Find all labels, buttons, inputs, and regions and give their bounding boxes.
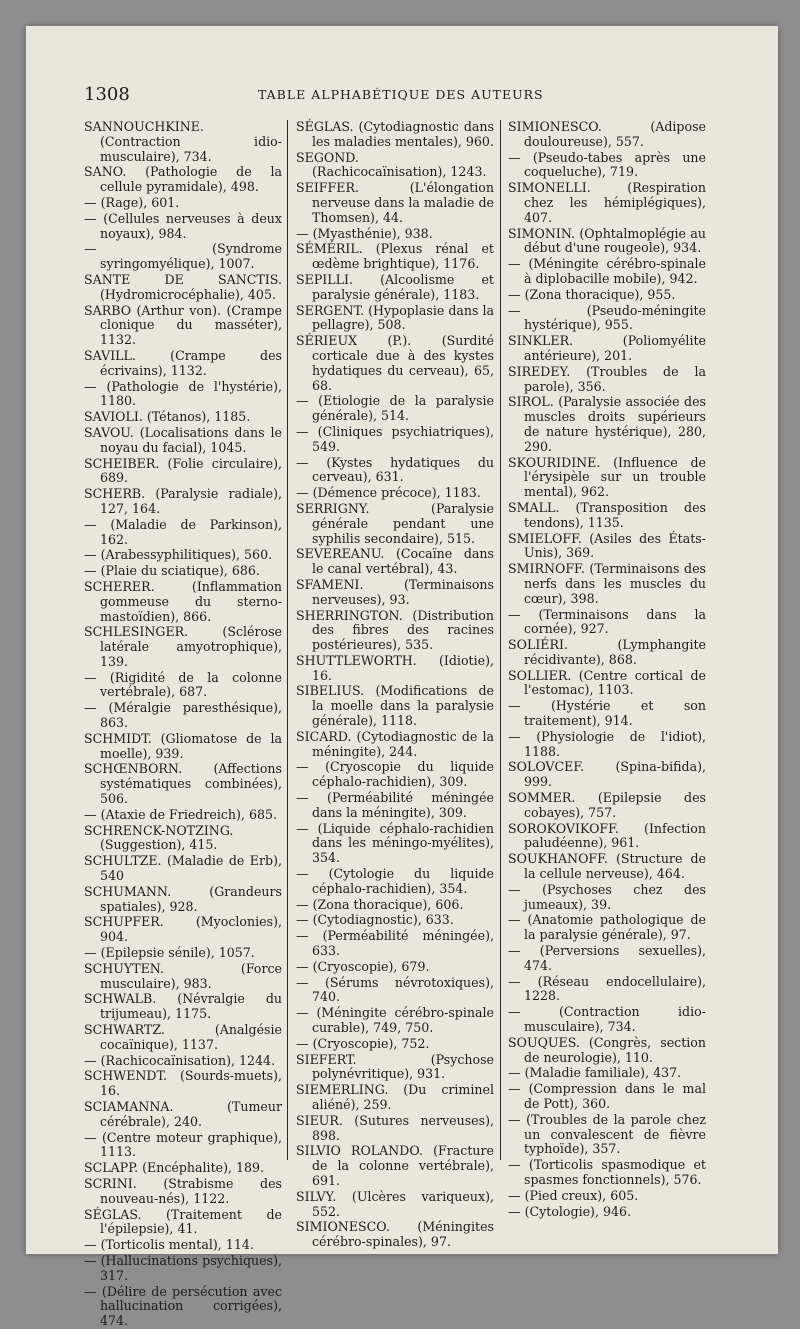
index-entry: SKOURIDINE. (Influence de l'érysipèle sur un trouble mental), 962.	[508, 454, 706, 500]
index-entry: — (Réseau endocellulaire), 1228.	[508, 973, 706, 1004]
index-entry: — (Centre moteur graphique), 1113.	[84, 1129, 282, 1160]
index-entry: — (Méningite cérébro-spinale curable), 749, 750.	[296, 1005, 494, 1036]
index-entry: — (Cellules nerveuses à deux noyaux), 984.	[84, 210, 282, 241]
index-entry: — (Sérums névrotoxiques), 740.	[296, 974, 494, 1005]
index-entry: SIREDEY. (Troubles de la parole), 356.	[508, 363, 706, 394]
index-entry: — (Zona thoracique), 955.	[508, 286, 676, 302]
index-entry: SÉGLAS. (Cytodiagnostic dans les maladies mentales), 960.	[296, 119, 494, 149]
index-entry: SEPILLI. (Alcoolisme et paralysie générale), 1183.	[296, 271, 494, 302]
index-entry: SMIRNOFF. (Terminaisons des nerfs dans les muscles du cœur), 398.	[508, 561, 706, 606]
index-entry: SICARD. (Cytodiagnostic de la méningite), 244.	[296, 728, 494, 759]
index-entry: SCHWARTZ. (Analgésie cocaïnique), 1137.	[84, 1022, 282, 1052]
page-number: 1308	[84, 84, 130, 105]
index-entry: — (Psychoses chez des jumeaux), 39.	[508, 881, 706, 912]
index-entry: SOLIÉRI. (Lymphangite récidivante), 868.	[508, 637, 706, 667]
index-entry: SEVEREANU. (Cocaïne dans le canal vertébral), 43.	[296, 546, 494, 577]
index-entry: SCLAPP. (Encéphalite), 189.	[84, 1160, 265, 1176]
index-column-3	[508, 119, 706, 1219]
index-entry: SHERRINGTON. (Distribution des fibres des racines postérieures), 535.	[296, 607, 494, 653]
index-entry: — (Perméabilité méningée), 633.	[296, 928, 494, 959]
index-entry: — (Hallucinations psychiques), 317.	[84, 1252, 282, 1283]
index-entry: SILVIO ROLANDO. (Fracture de la colonne vertébrale), 691.	[296, 1143, 494, 1188]
index-entry: — (Maladie de Parkinson), 162.	[84, 516, 282, 547]
index-entry: SÉRIEUX (P.). (Surdité corticale due à des kystes hydatiques du cerveau), 65, 68.	[296, 333, 494, 393]
index-entry: — (Démence précoce), 1183.	[296, 485, 481, 501]
index-entry: SERRIGNY. (Paralysie générale pendant une syphilis secondaire), 515.	[296, 500, 494, 546]
index-entry: SÉMÉRIL. (Plexus rénal et œdème brightique), 1176.	[296, 241, 494, 272]
index-entry: SCHEIBER. (Folie circulaire), 689.	[84, 455, 282, 486]
index-entry: — (Perversions sexuelles), 474.	[508, 943, 706, 973]
index-entry: SCHMIDT. (Gliomatose de la moelle), 939.	[84, 730, 282, 761]
index-entry: SCHULTZE. (Maladie de Erb), 540	[84, 853, 282, 884]
page-header	[84, 84, 574, 114]
index-entry: SMIELOFF. (Asiles des États-Unis), 369.	[508, 530, 706, 561]
index-entry: SHUTTLEWORTH. (Idiotie), 16.	[296, 652, 494, 683]
index-entry: SAVOU. (Localisations dans le noyau du facial), 1045.	[84, 424, 282, 455]
index-entry: SANTE DE SANCTIS. (Hydromicrocéphalie), 405.	[84, 271, 282, 302]
index-entry: — (Ataxie de Friedreich), 685.	[84, 806, 277, 822]
index-entry: — (Plaie du sciatique), 686.	[84, 563, 260, 579]
index-column-2	[296, 119, 495, 1250]
index-entry: — (Cryoscopie du liquide céphalo-rachidien), 309.	[296, 759, 494, 790]
index-entry: — (Kystes hydatiques du cerveau), 631.	[296, 454, 494, 485]
index-entry: — (Cytodiagnostic), 633.	[296, 912, 454, 928]
index-entry: SANNOUCHKINE. (Contraction idio-musculaire), 734.	[84, 119, 282, 164]
index-entry: SIEFERT. (Psychose polynévritique), 931.	[296, 1051, 494, 1082]
index-entry: SCIAMANNA. (Tumeur cérébrale), 240.	[84, 1099, 282, 1129]
index-entry: SCHLESINGER. (Sclérose latérale amyotrophique), 139.	[84, 624, 282, 669]
index-entry: — (Contraction idio-musculaire), 734.	[508, 1004, 706, 1035]
index-entry: — (Troubles de la parole chez un convalescent de fièvre typhoïde), 357.	[508, 1111, 706, 1157]
index-entry: — (Cytologie du liquide céphalo-rachidien), 354.	[296, 866, 494, 896]
index-entry: — (Pied creux), 605.	[508, 1187, 639, 1203]
index-entry: SIMIONESCO. (Adipose douloureuse), 557.	[508, 119, 706, 149]
index-entry: SIBELIUS. (Modifications de la moelle dans la paralysie générale), 1118.	[296, 683, 494, 729]
index-entry: SIMONELLI. (Respiration chez les hémiplégiques), 407.	[508, 180, 706, 225]
index-entry: SCHRENCK-NOTZING. (Suggestion), 415.	[84, 822, 234, 853]
index-entry: — (Rachicocaïnisation), 1244.	[84, 1052, 276, 1068]
index-entry: SAVIOLI. (Tétanos), 1185.	[84, 409, 251, 425]
column-divider	[287, 120, 288, 1160]
index-entry: — (Etiologie de la paralysie générale), 514.	[296, 393, 494, 424]
index-entry: SIMONIN. (Ophtalmoplégie au début d'une rougeole), 934.	[508, 225, 706, 256]
index-entry: SMALL. (Transposition des tendons), 1135.	[508, 499, 706, 530]
index-entry: SIROL. (Paralysie associée des muscles droits supérieurs de nature hystérique), 280, 290.	[508, 394, 706, 454]
index-entry: — (Compression dans le mal de Pott), 360.	[508, 1081, 706, 1111]
index-entry: — (Cliniques psychiatriques), 549.	[296, 423, 494, 454]
running-title: TABLE ALPHABÉTIQUE DES AUTEURS	[258, 87, 544, 102]
index-entry: — (Maladie familiale), 437.	[508, 1065, 682, 1081]
index-entry: SOUQUES. (Congrès, section de neurologie), 110.	[508, 1034, 706, 1065]
index-entry: SCHUPFER. (Myoclonies), 904.	[84, 914, 282, 945]
index-entry: — (Torticolis mental), 114.	[84, 1237, 254, 1253]
index-entry: — (Délire de persécution avec hallucination corrigées), 474.	[84, 1283, 282, 1329]
index-entry: — (Epilepsie sénile), 1057.	[84, 945, 255, 961]
index-entry: SCHŒNBORN. (Affections systématiques combinées), 506.	[84, 761, 282, 807]
column-divider	[500, 120, 501, 1160]
index-entry: SEIFFER. (L'élongation nerveuse dans la maladie de Thomsen), 44.	[296, 180, 494, 225]
index-entry: — (Hystérie et son traitement), 914.	[508, 698, 706, 729]
index-entry: SCHERER. (Inflammation gommeuse du sterno-mastoïdien), 866.	[84, 578, 282, 624]
index-entry: SARBO (Arthur von). (Crampe clonique du masséter), 1132.	[84, 302, 282, 348]
index-entry: — (Cytologie), 946.	[508, 1203, 632, 1219]
index-entry: — (Pathologie de l'hystérie), 1180.	[84, 378, 282, 409]
index-entry: — (Arabessyphilitiques), 560.	[84, 547, 273, 563]
index-entry: SIMIONESCO. (Méningites cérébro-spinales), 97.	[296, 1219, 494, 1250]
index-entry: SCRINI. (Strabisme des nouveau-nés), 1122.	[84, 1175, 282, 1206]
index-entry: — (Pseudo-méningite hystérique), 955.	[508, 302, 706, 333]
index-entry: SANO. (Pathologie de la cellule pyramidale), 498.	[84, 164, 282, 195]
index-entry: SINKLER. (Poliomyélite antérieure), 201.	[508, 333, 706, 363]
index-column-1	[84, 119, 282, 1329]
index-entry: SOLOVCEF. (Spina-bifida), 999.	[508, 759, 706, 790]
index-entry: — (Liquide céphalo-rachidien dans les méningo-myélites), 354.	[296, 820, 494, 866]
index-entry: SILVY. (Ulcères variqueux), 552.	[296, 1188, 494, 1219]
index-entry: SCHWALB. (Névralgie du trijumeau), 1175.	[84, 991, 282, 1022]
index-entry: SIEMERLING. (Du criminel aliéné), 259.	[296, 1082, 494, 1112]
index-entry: SOMMER. (Epilepsie des cobayes), 757.	[508, 790, 706, 820]
index-entry: SFAMENI. (Terminaisons nerveuses), 93.	[296, 576, 494, 607]
index-entry: SOROKOVIKOFF. (Infection paludéenne), 961.	[508, 820, 706, 851]
index-entry: SOUKHANOFF. (Structure de la cellule nerveuse), 464.	[508, 851, 706, 882]
index-entry: — (Pseudo-tabes après une coqueluche), 719.	[508, 149, 706, 180]
index-entry: SAVILL. (Crampe des écrivains), 1132.	[84, 347, 282, 378]
index-entry: — (Physiologie de l'idiot), 1188.	[508, 728, 706, 759]
index-entry: SERGENT. (Hypoplasie dans la pellagre), 508.	[296, 302, 495, 333]
index-entry: — (Méralgie paresthésique), 863.	[84, 700, 282, 731]
index-entry: — (Rage), 601.	[84, 194, 180, 210]
index-entry: — (Terminaisons dans la cornée), 927.	[508, 606, 706, 637]
index-entry: SÉGLAS. (Traitement de l'épilepsie), 41.	[84, 1206, 282, 1237]
index-entry: — (Perméabilité méningée dans la méningite), 309.	[296, 790, 494, 820]
index-entry: — (Zona thoracique), 606.	[296, 896, 464, 912]
index-entry: — (Myasthénie), 938.	[296, 225, 433, 241]
index-entry: SIEUR. (Sutures nerveuses), 898.	[296, 1112, 494, 1143]
index-entry: SCHUMANN. (Grandeurs spatiales), 928.	[84, 883, 282, 914]
index-entry: SCHERB. (Paralysie radiale), 127, 164.	[84, 486, 282, 516]
index-entry: SOLLIER. (Centre cortical de l'estomac), 1103.	[508, 667, 706, 698]
index-entry: SEGOND. (Rachicocaïnisation), 1243.	[296, 149, 487, 180]
index-entry: — (Anatomie pathologique de la paralysie générale), 97.	[508, 912, 706, 943]
index-entry: — (Syndrome syringomyélique), 1007.	[84, 241, 282, 272]
index-entry: — (Rigidité de la colonne vertébrale), 687.	[84, 669, 282, 700]
index-entry: — (Torticolis spasmodique et spasmes fonctionnels), 576.	[508, 1157, 706, 1187]
index-entry: SCHUYTEN. (Force musculaire), 983.	[84, 960, 282, 991]
index-entry: — (Cryoscopie), 679.	[296, 958, 430, 974]
index-entry: SCHWENDT. (Sourds-muets), 16.	[84, 1068, 282, 1099]
index-entry: — (Cryoscopie), 752.	[296, 1035, 430, 1051]
index-entry: — (Méningite cérébro-spinale à diplobacille mobile), 942.	[508, 256, 706, 286]
